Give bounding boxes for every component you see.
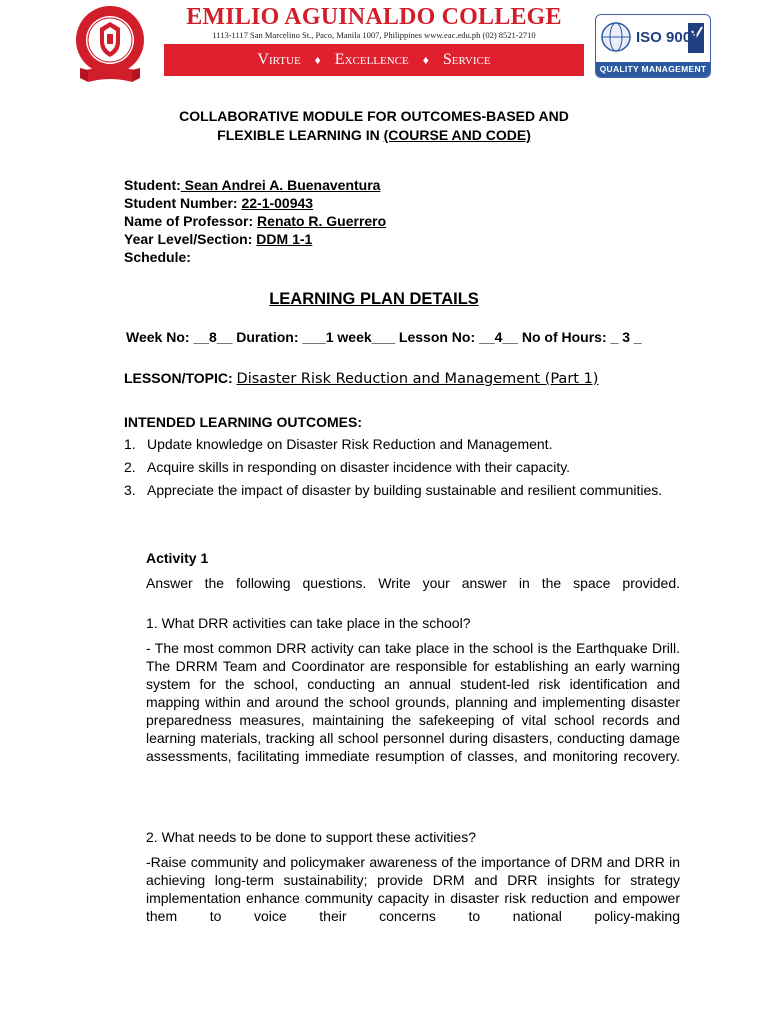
- lesson-topic-label: LESSON/TOPIC:: [124, 370, 237, 386]
- answer-2: -Raise community and policymaker awareness of the importance of DRM and DRR in achieving long-term sustainability; provide DRM and DRR insights for strategy implementation enhance community capacity in disaster risk reduction and empower them to voice their concerns to national policy-making: [146, 854, 680, 924]
- motto-excellence: Excellence: [334, 51, 409, 68]
- duration-value: ___1 week___: [302, 329, 396, 345]
- outcomes-list: [124, 436, 680, 505]
- student-number-label: Student Number:: [124, 195, 242, 211]
- outcomes-heading: INTENDED LEARNING OUTCOMES:: [124, 414, 362, 430]
- outcome-item: [124, 436, 680, 453]
- college-name: EMILIO AGUINALDO COLLEGE: [186, 4, 562, 30]
- motto-bar: [164, 44, 584, 76]
- schedule-field: Schedule:: [124, 249, 191, 265]
- professor-field: [124, 213, 386, 229]
- activity-instruction: Answer the following questions. Write your answer in the space provided.: [146, 575, 680, 591]
- motto-virtue: Virtue: [257, 51, 301, 68]
- professor-value: Renato R. Guerrero: [257, 213, 387, 229]
- duration-label: Duration:: [232, 329, 303, 345]
- week-duration-line: [126, 329, 642, 345]
- outcome-text: Update knowledge on Disaster Risk Reduction and Management.: [147, 436, 553, 452]
- year-section-label: Year Level/Section:: [124, 231, 257, 247]
- student-number-field: [124, 195, 313, 211]
- question-1: 1. What DRR activities can take place in the school?: [146, 615, 471, 631]
- course-and-code: (COURSE AND CODE): [383, 127, 531, 143]
- outcome-text: Appreciate the impact of disaster by building sustainable and resilient communities.: [147, 482, 663, 498]
- learning-plan-heading: LEARNING PLAN DETAILS: [269, 290, 479, 308]
- lesson-no-value: __4__: [479, 329, 518, 345]
- lesson-topic-value: Disaster Risk Reduction and Management (Part 1): [236, 371, 599, 387]
- iso-label: ISO 9001: [636, 29, 700, 46]
- iso-caption: QUALITY MANAGEMENT: [596, 62, 710, 77]
- week-label: Week No:: [126, 329, 194, 345]
- outcome-item: [124, 482, 680, 499]
- college-seal-logo: [72, 4, 148, 92]
- hours-label: No of Hours:: [517, 329, 611, 345]
- hours-value: _ 3 _: [610, 329, 642, 345]
- year-section-field: [124, 231, 312, 247]
- motto-service: Service: [442, 51, 491, 68]
- year-section-value: DDM 1-1: [256, 231, 313, 247]
- student-name-field: [124, 177, 380, 193]
- student-number-value: 22-1-00943: [241, 195, 314, 211]
- lesson-no-label: Lesson No:: [395, 329, 480, 345]
- answer-1: - The most common DRR activity can take place in the school is the Earthquake Drill. The DRRM Team and Coordinator are responsible for establishing an early warning system for the school, conducting an annual student-led risk identification and mapping within and around the school grounds, planning and implementing disaster preparedness measures, maintaining the safekeeping of vital school records and learning materials, tracking all school personnel during disasters, conducting damage assessments, facilitating immediate resumption of classes, and monitoring recovery.: [146, 640, 680, 764]
- outcome-number: 2.: [124, 459, 136, 475]
- outcome-number: 1.: [124, 436, 136, 452]
- module-title-prefix: FLEXIBLE LEARNING IN: [217, 127, 384, 143]
- iso-certification-badge: [595, 14, 711, 78]
- module-title-line1: COLLABORATIVE MODULE FOR OUTCOMES-BASED AND: [179, 108, 569, 124]
- diamond-icon: ♦: [422, 52, 429, 67]
- activity-title: Activity 1: [146, 550, 209, 566]
- module-title-line2: [0, 127, 748, 143]
- outcome-text: Acquire skills in responding on disaster incidence with their capacity.: [147, 459, 571, 475]
- professor-label: Name of Professor:: [124, 213, 258, 229]
- lesson-topic-line: [124, 370, 598, 387]
- outcome-item: [124, 459, 680, 476]
- diamond-icon: ♦: [314, 52, 321, 67]
- outcome-number: 3.: [124, 482, 136, 498]
- student-name-value: Sean Andrei A. Buenaventura: [180, 177, 381, 193]
- student-label: Student:: [124, 177, 181, 193]
- college-address: 1113-1117 San Marcelino St., Paco, Manila 1007, Philippines www.eac.edu.ph (02) 8521-2710: [212, 30, 536, 40]
- week-value: __8__: [193, 329, 233, 345]
- question-2: 2. What needs to be done to support these activities?: [146, 829, 476, 845]
